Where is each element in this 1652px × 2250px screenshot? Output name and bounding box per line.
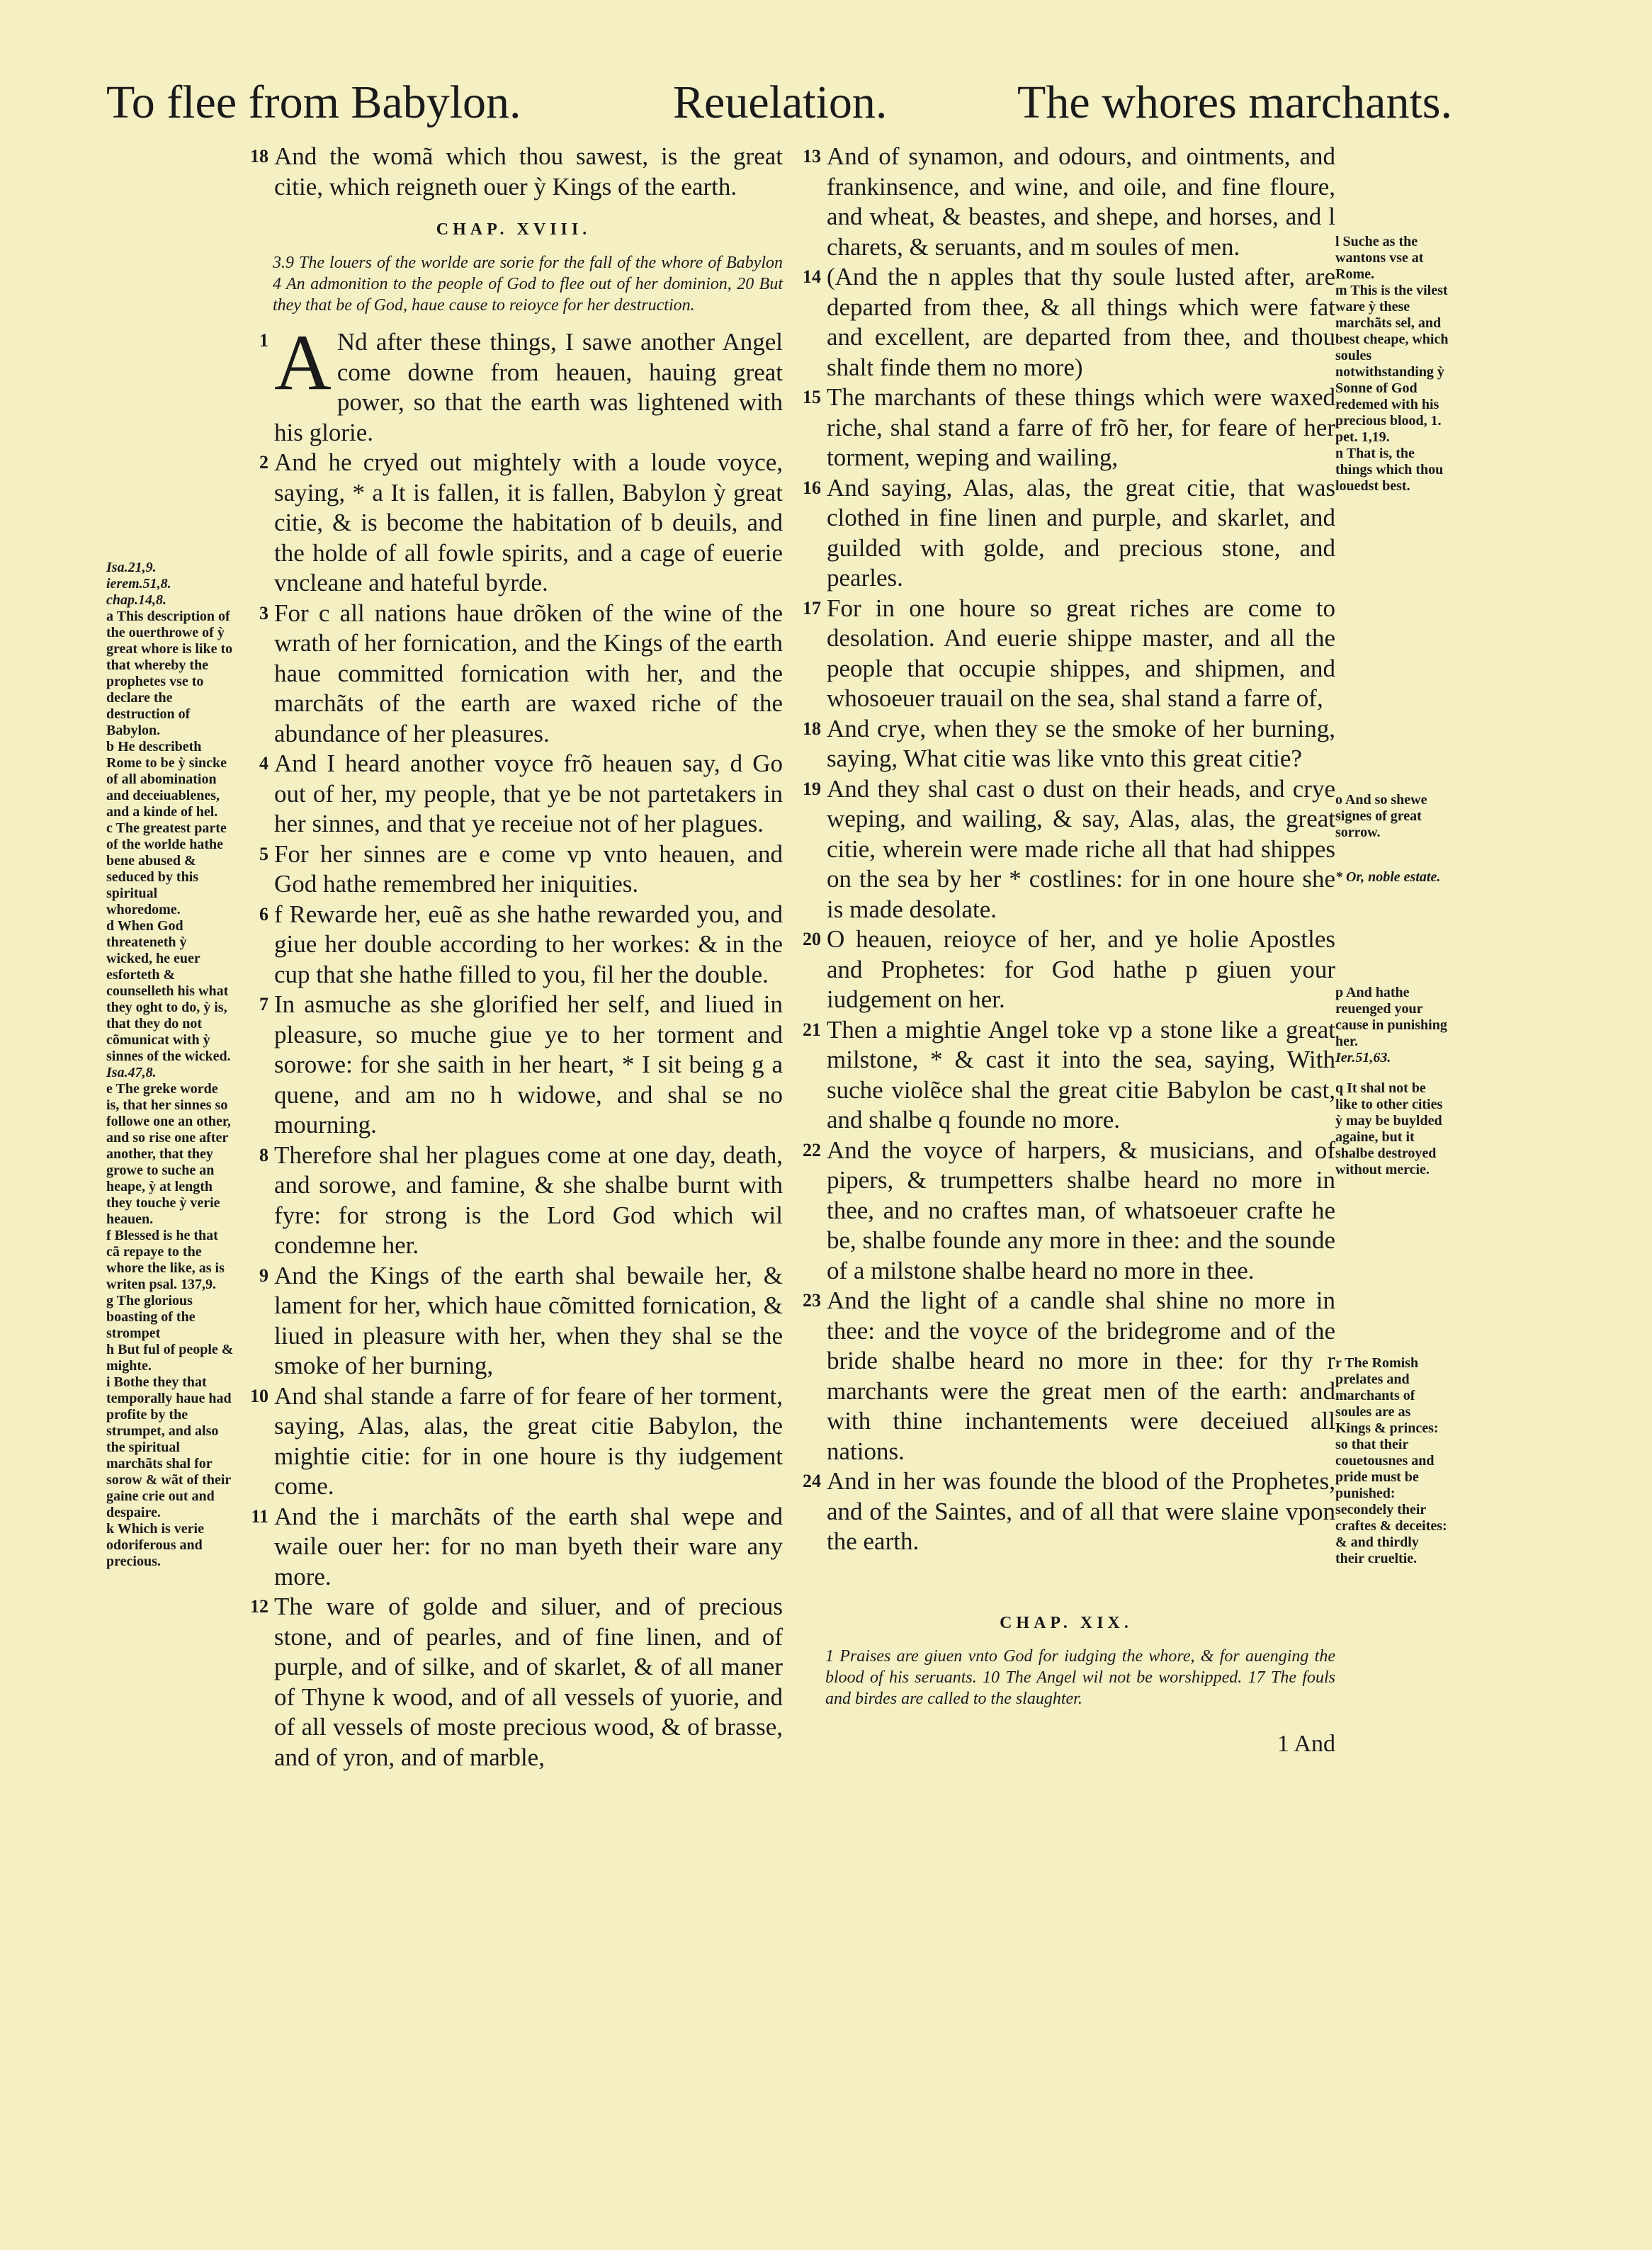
verse-number: 10 [250, 1385, 268, 1406]
verse [244, 1592, 783, 1773]
verse [797, 714, 1335, 774]
verse [244, 448, 783, 599]
margin-note: i Bothe they that temporally haue had profite by the strumpet, and also the spiritual marchãts shal for sorow & wãt of their gaine crie out and despaire. [106, 1374, 232, 1520]
margin-note: h But ful of people & mighte. [106, 1342, 234, 1374]
verse-text: For in one houre so great riches are come to desolation. And euerie shippe master, and all the people that occupie shippes, and shipmen, and whosoeuer trauail on the sea, shal stand a farre of, [827, 594, 1335, 712]
header-left-title: To flee from Babylon. [106, 77, 521, 128]
verse [244, 1261, 783, 1381]
verse [797, 1015, 1335, 1136]
verse [244, 599, 783, 750]
verse-text: Then a mightie Angel toke vp a stone like a great milstone, * & cast it into the sea, saying, With suche violẽce shal the great citie Babylon be cast, and shalbe q founde no more. [827, 1015, 1335, 1134]
verse-number: 11 [251, 1505, 268, 1527]
verse [244, 1502, 783, 1593]
verse-number: 15 [803, 387, 821, 407]
verse-number: 19 [803, 778, 821, 799]
verse [244, 990, 783, 1141]
left-margin-notes [106, 560, 234, 1570]
verse [797, 1286, 1335, 1466]
left-text-column [244, 142, 783, 1773]
verse [244, 1381, 783, 1502]
verse-text: And I heard another voyce frõ heauen say, d Go out of her, my people, that ye be not partetakers in her sinnes, and that ye receiue not of her plagues. [274, 750, 783, 837]
verse-text: Nd after these things, I sawe another Angel come downe from heauen, hauing great power, so that the earth was lightened with his glorie. [274, 328, 783, 446]
margin-note: q It shal not be like to other cities ỳ may be buylded againe, but it shalbe destroyed without mercie. [1335, 1080, 1443, 1177]
verse [244, 839, 783, 900]
margin-note: f Blessed is he that cã repaye to the whore the like, as is writen psal. 137,9. [106, 1228, 225, 1292]
catchword: 1 And [1277, 1730, 1335, 1757]
verse [244, 142, 783, 202]
verse [244, 319, 783, 448]
verse-text: (And the n apples that thy soule lusted after, are departed from thee, & all things which were fat and excellent, are departed from thee, and thou shalt finde them no more) [827, 263, 1335, 381]
margin-note: m This is the vilest ware ỳ these marchãts sel, and best cheape, which soules notwithstanding ỳ Sonne of God redemed with his precious blood, 1. pet. 1,19. [1335, 283, 1449, 445]
margin-note: Ier.51,63. [1335, 1050, 1391, 1065]
verse-text: And the Kings of the earth shal bewaile her, & lament for her, which haue cõmitted fornication, & liued in pleasure with her, when they shal se the smoke of her burning, [274, 1261, 783, 1379]
margin-note: o And so shewe signes of great sorrow. [1335, 792, 1427, 840]
verse-text: For c all nations haue drõken of the wine of the wrath of her fornication, and the Kings of the earth haue committed fornication with her, and the marchãts of the earth are waxed riche of the abundance of her pleasures. [274, 599, 783, 747]
margin-note: d When God threateneth ỳ wicked, he euer esforteth & counselleth his what they oght to do, ỳ is, that they do not cõmunicat with ỳ sinnes of the wicked. [106, 918, 231, 1064]
verse-text: And the womã which thou sawest, is the great citie, which reigneth ouer ỳ Kings of the earth. [274, 142, 783, 200]
chapter-summary: 3.9 The louers of the worlde are sorie for the fall of the whore of Babylon 4 An admonition to the people of God to flee out of her dominion, 20 But they that be of God, haue cause to reioyce for her destruction. [273, 254, 783, 315]
verse-text: The ware of golde and siluer, and of precious stone, and of pearles, and of fine linen, and of purple, and of silke, and of skarlet, & of all maner of Thyne k wood, and of all vessels of yuorie, and of all vessels of moste precious wood, & of brasse, and of yron, and of marble, [274, 1593, 783, 1771]
margin-note: p And hathe reuenged your cause in punishing her. [1335, 985, 1447, 1049]
verse-number: 5 [259, 843, 268, 864]
margin-note: k Which is verie odoriferous and precious. [106, 1521, 204, 1569]
margin-note: r The Romish prelates and marchants of soules are as Kings & princes: so that their couetousnes and pride must be punished: secondely their craftes & deceites: & and thirdly their crueltie. [1335, 1355, 1447, 1566]
verse [797, 383, 1335, 473]
right-text-column [797, 142, 1335, 1758]
verse-text: And the i marchãts of the earth shal wepe and waile ouer her: for no man byeth their ware any more. [274, 1502, 783, 1590]
margin-note: g The glorious boasting of the strompet [106, 1293, 196, 1341]
chapter-summary: 1 Praises are giuen vnto God for iudging the whore, & for auenging the blood of his seruants. 10 The Angel wil not be worshipped. 17 The fouls and birdes are called to the slaughter. [825, 1646, 1335, 1708]
verse-text: And shal stande a farre of for feare of her torment, saying, Alas, alas, the great citie Babylon, the mightie citie: for in one houre is thy iudgement come. [274, 1381, 783, 1500]
header-book-title: Reuelation. [673, 77, 888, 128]
verse-number: 20 [803, 929, 821, 949]
verse-text: And crye, when they se the smoke of her burning, saying, What citie was like vnto this great citie? [827, 714, 1335, 772]
verse-number: 9 [259, 1265, 268, 1286]
verse-number: 1 [259, 330, 268, 351]
chapter-heading: CHAP. XIX. [1000, 1613, 1133, 1632]
verse-number: 17 [803, 597, 821, 618]
verse-number: 24 [803, 1471, 821, 1491]
verse-text: And the voyce of harpers, & musicians, and of pipers, & trumpetters shalbe heard no more in thee, and no craftes man, of whatsoeuer crafte he be, shalbe founde any more in thee: and the sounde of a milstone shalbe heard no more in thee. [827, 1136, 1335, 1284]
verse [244, 749, 783, 839]
margin-note: b He describeth Rome to be ỳ sincke of all abomination and deceiuablenes, and a kinde of hel. [106, 739, 227, 820]
verse-text: And he cryed out mightely with a loude voyce, saying, * a It is fallen, it is fallen, Babylon ỳ great citie, & is become the habitation of b deuils, and the holde of all fowle spirits, and a cage of euerie vncleane and hateful byrde. [274, 448, 783, 597]
verse-number: 13 [803, 146, 821, 166]
verse-text: And the light of a candle shal shine no more in thee: and the voyce of the bridegrome and of the bride shalbe heard no more in thee: for thy r marchants were the great men of the earth: and with thine inchantements were deceiued all nations. [827, 1287, 1335, 1465]
verse-text: And of synamon, and odours, and ointments, and frankinsence, and wine, and oile, and fine floure, and wheat, & beastes, and shepe, and horses, and l charets, & seruants, and m soules of men. [827, 142, 1335, 261]
chapter-heading: CHAP. XVIII. [436, 220, 592, 239]
verse [797, 262, 1335, 383]
drop-cap: A [274, 319, 332, 407]
verse [797, 142, 1335, 262]
margin-note: * Or, noble estate. [1335, 869, 1441, 885]
verse-number: 18 [250, 146, 268, 166]
verse-number: 18 [803, 718, 821, 739]
verse-text: For her sinnes are e come vp vnto heauen, and God hathe remembred her iniquities. [274, 839, 783, 898]
verse-number: 8 [259, 1144, 268, 1165]
margin-note: c The greatest parte of the worlde hathe bene abused & seduced by this spiritual whoredome. [106, 820, 227, 917]
verse [797, 594, 1335, 714]
verse [797, 473, 1335, 594]
verse-number: 3 [259, 602, 268, 623]
margin-note: e The greke worde is, that her sinnes so followe one an other, and so rise one after another, that they growe to suche an heape, ỳ at length they touche ỳ verie heauen. [106, 1081, 231, 1227]
verse-text: The marchants of these things which were waxed riche, shal stand a farre of frõ her, for feare of her torment, weping and wailing, [827, 383, 1335, 471]
verse-text: Therefore shal her plagues come at one day, death, and sorowe, and famine, & she shalbe burnt with fyre: for strong is the Lord God which wil condemne her. [274, 1141, 783, 1259]
verse [797, 925, 1335, 1015]
verse [797, 1136, 1335, 1287]
margin-note: ierem.51,8. [106, 576, 171, 592]
margin-note: a This description of the ouerthrowe of ỳ great whore is like to that whereby the prophetes vse to declare the destruction of Babylon. [106, 609, 233, 738]
verse [797, 1466, 1335, 1557]
verse [797, 774, 1335, 925]
margin-note: n That is, the things which thou louedst best. [1335, 446, 1444, 494]
verse-number: 14 [803, 266, 821, 287]
margin-note: Isa.47,8. [106, 1065, 157, 1080]
verse-text: And they shal cast o dust on their heads, and crye weping, and wailing, & say, Alas, alas, the great citie, wherein were made riche all that had shippes on the sea by her * costlines: for in one houre she is made desolate. [827, 774, 1335, 923]
verse-number: 2 [259, 452, 268, 473]
margin-note: l Suche as the wantons vse at Rome. [1335, 234, 1424, 282]
verse-number: 16 [803, 477, 821, 498]
verse-number: 7 [259, 994, 268, 1014]
verse-text: In asmuche as she glorified her self, and liued in pleasure, so muche giue ye to her torment and sorowe: for she saith in her heart, * I sit being g a quene, and am no h widowe, and shal se no mourning. [274, 990, 783, 1138]
running-header [106, 74, 1452, 131]
verse-number: 6 [259, 903, 268, 925]
right-margin-notes [1335, 234, 1449, 1567]
verse-number: 12 [250, 1596, 268, 1617]
verse [244, 1141, 783, 1261]
verse-number: 21 [803, 1019, 821, 1040]
verse-number: 23 [803, 1290, 821, 1311]
verse-text: And in her was founde the blood of the Prophetes, and of the Saintes, and of all that were slaine vpon the earth. [827, 1467, 1335, 1555]
header-right-title: The whores marchants. [1017, 77, 1452, 128]
margin-note: chap.14,8. [106, 592, 166, 608]
verse-number: 4 [259, 753, 268, 774]
verse [244, 900, 783, 990]
verse-text: And saying, Alas, alas, the great citie, that was clothed in fine linen and purple, and skarlet, and guilded with golde, and precious stone, and pearles. [827, 473, 1335, 592]
verse-number: 22 [803, 1139, 821, 1160]
margin-note: Isa.21,9. [106, 560, 157, 575]
verse-text: f Rewarde her, euẽ as she hathe rewarded you, and giue her double according to her workes: & in the cup that she hathe filled to you, fil her the double. [274, 900, 783, 988]
verse-text: O heauen, reioyce of her, and ye holie Apostles and Prophetes: for God hathe p giuen your iudgement on her. [827, 925, 1335, 1013]
